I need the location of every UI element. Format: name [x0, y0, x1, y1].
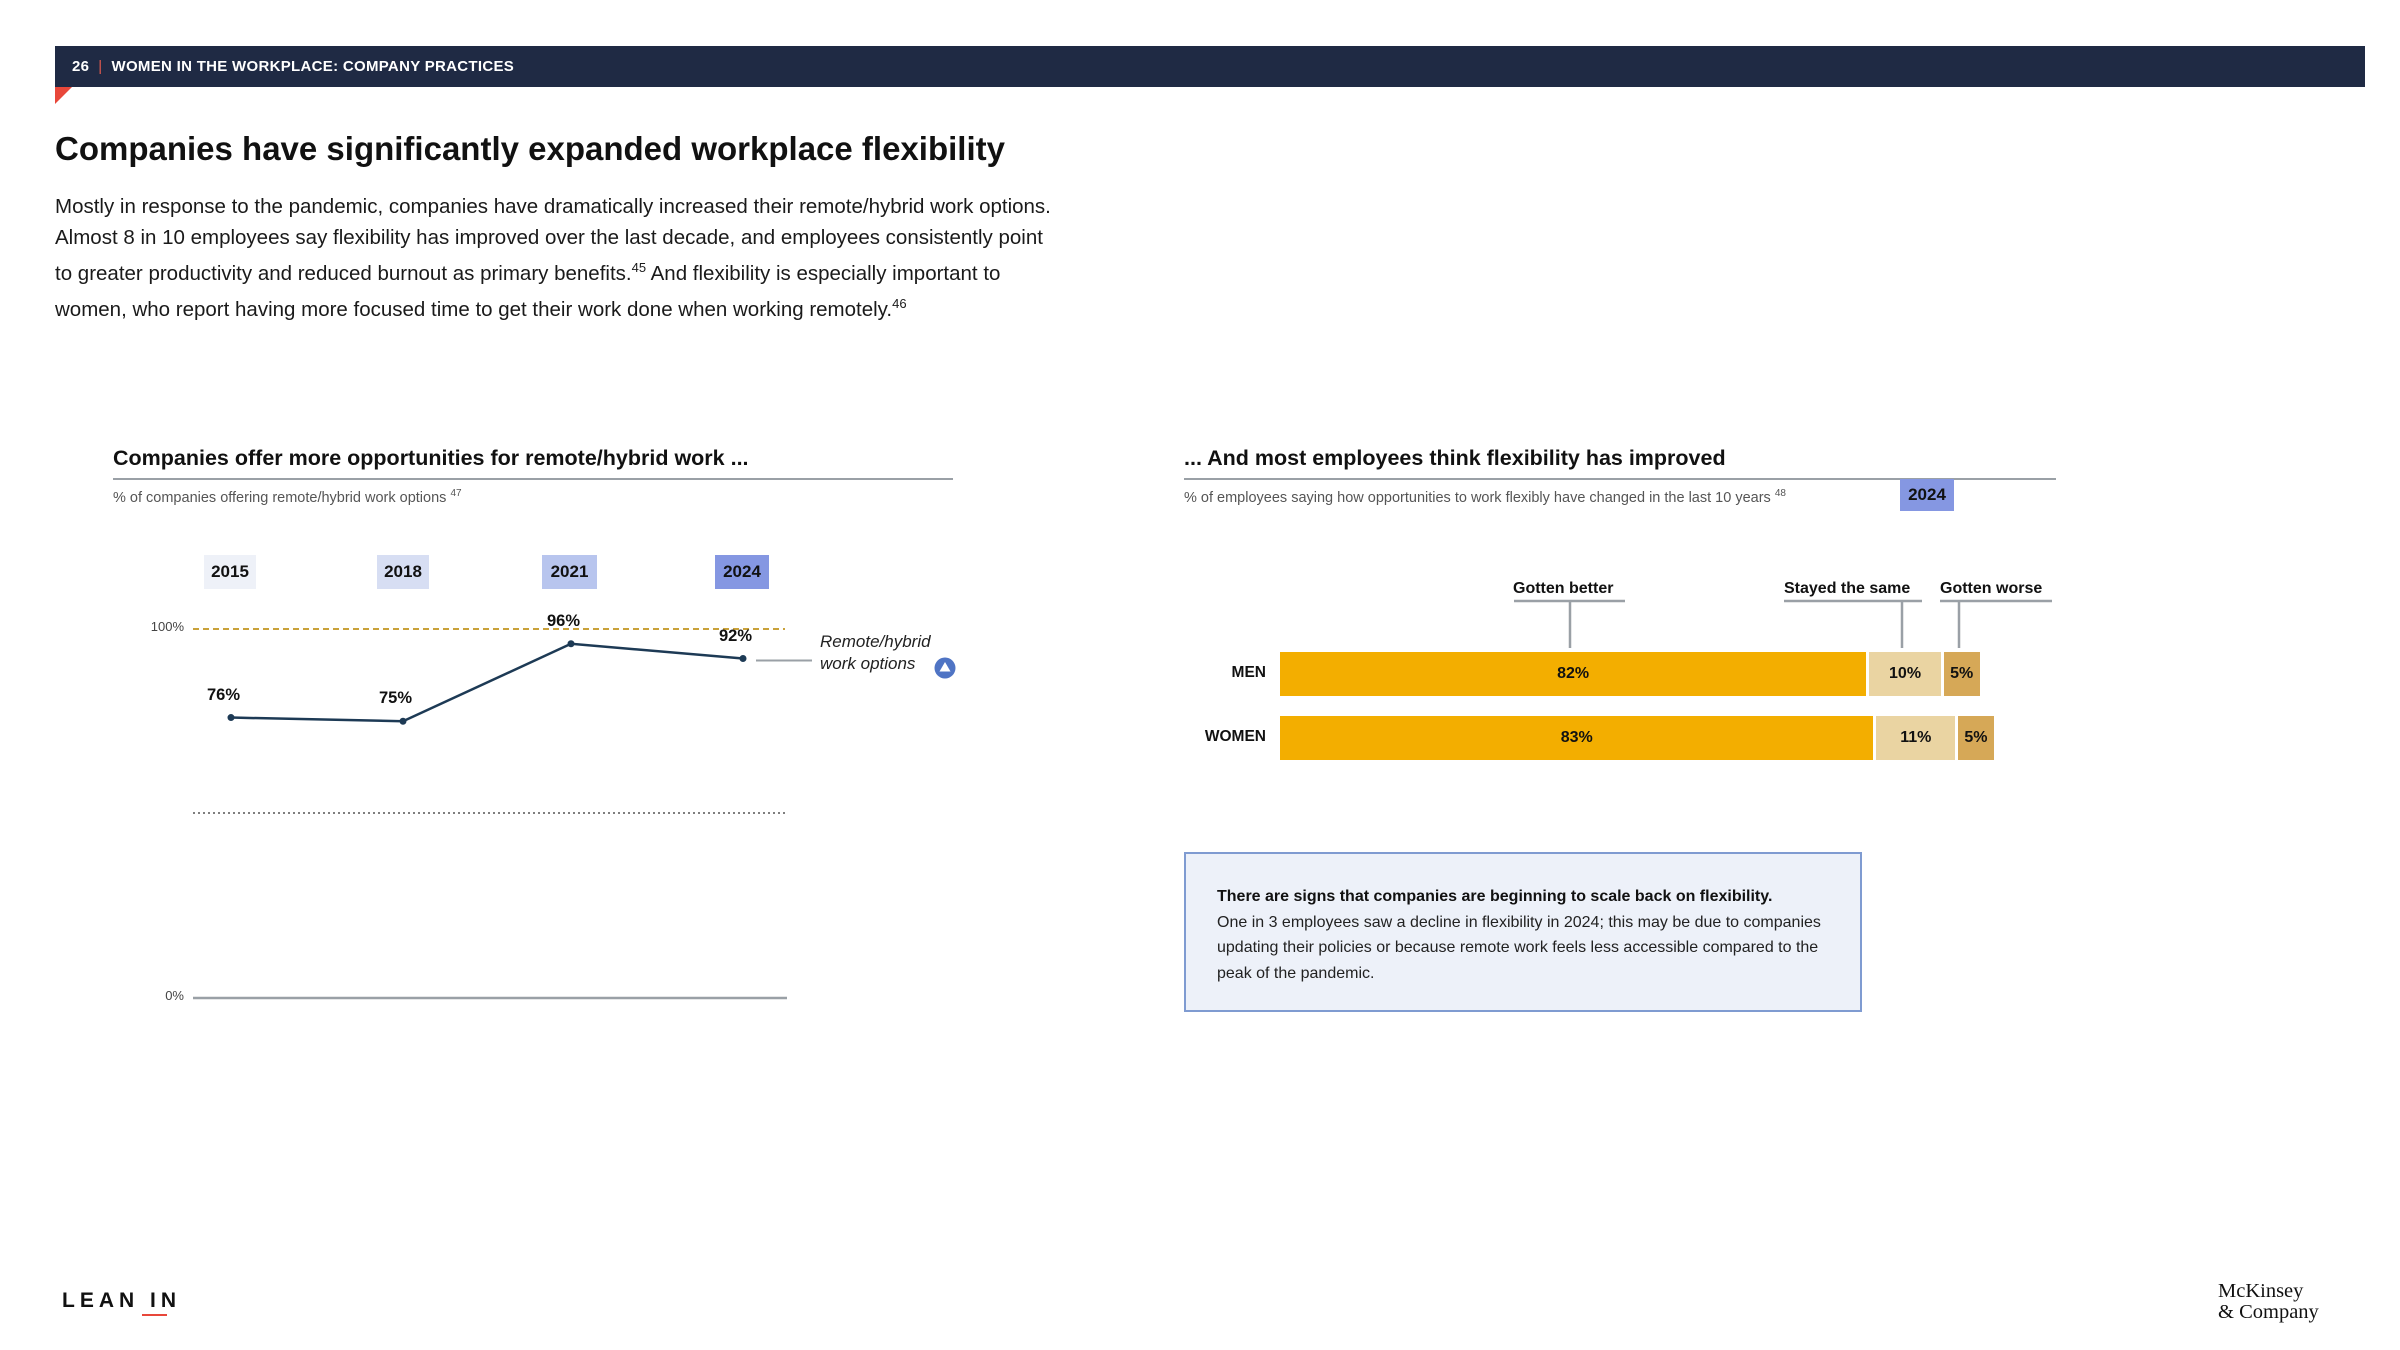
data-point-2018	[400, 718, 407, 725]
bar-chart-title: ... And most employees think flexibility has improved	[1184, 446, 1726, 470]
section-title: WOMEN IN THE WORKPLACE: COMPANY PRACTICES	[111, 58, 515, 75]
footnote-47: 47	[450, 488, 462, 499]
category-label-women: WOMEN	[1204, 728, 1266, 745]
line-chart-title: Companies offer more opportunities for remote/hybrid work ...	[113, 446, 749, 470]
leader-gotten-worse	[1940, 601, 2052, 648]
bar-women-gotten-better: 83%	[1280, 716, 1873, 760]
series-label	[820, 631, 931, 675]
data-point-2015	[228, 714, 235, 721]
footnote-45: 45	[631, 260, 647, 275]
bar-chart-subtitle-text: % of employees saying how opportunities to work flexibly have changed in the last 10 years	[1184, 489, 1771, 506]
column-label-leaders	[1500, 598, 2060, 650]
triangle-up-icon	[934, 657, 956, 679]
column-label-stayed-same: Stayed the same	[1784, 580, 1911, 597]
intro-text-b: And flexibility is especially important to women, who report having more focused time to get their work done when working remotely.	[55, 261, 1001, 322]
y-tick-100: 100%	[150, 619, 184, 634]
bar-men-stayed-same: 10%	[1869, 652, 1941, 696]
mckinsey-logo	[2218, 1281, 2319, 1323]
data-point-2024	[740, 655, 747, 662]
year-chip-2015: 2015	[204, 555, 256, 589]
intro-text-a: Mostly in response to the pandemic, companies have dramatically increased their remote/hybrid work options. Almost 8 in 10 employees say flexibility has improved over the last decade, and employees consistently point to greater productivity and reduced burnout as primary benefits.	[55, 195, 1051, 285]
lean-in-logo-underline	[142, 1314, 167, 1316]
leader-stayed-same	[1784, 601, 1922, 648]
footnote-48: 48	[1774, 488, 1786, 499]
bar-men-gotten-worse: 5%	[1944, 652, 1980, 696]
y-tick-0: 0%	[165, 988, 184, 1003]
bar-men-gotten-better: 82%	[1280, 652, 1866, 696]
mckinsey-logo-line1: McKinsey	[2218, 1280, 2304, 1302]
year-chip-2024: 2024	[715, 555, 769, 589]
callout-box	[1184, 852, 1862, 1012]
header-separator: |	[98, 58, 103, 75]
callout-body: One in 3 employees saw a decline in flexibility in 2024; this may be due to companies updating their policies or because remote work feels less accessible compared to the peak of the pandemic.	[1217, 913, 1821, 982]
series-line-remote-hybrid	[231, 644, 743, 721]
year-chip-2021: 2021	[542, 555, 597, 589]
line-chart	[0, 0, 1200, 1100]
series-label-line2: work options	[820, 654, 916, 673]
page-number: 26	[72, 58, 90, 75]
category-label-men: MEN	[1231, 664, 1266, 681]
leader-gotten-better	[1514, 601, 1625, 648]
lean-in-logo: LEAN IN	[62, 1289, 181, 1312]
point-label-2018: 75%	[379, 689, 413, 708]
series-label-line1: Remote/hybrid	[820, 632, 931, 651]
column-label-gotten-better: Gotten better	[1513, 580, 1614, 597]
mckinsey-logo-line2: & Company	[2218, 1301, 2319, 1323]
year-badge-2024: 2024	[1900, 479, 1954, 511]
point-label-2021: 96%	[547, 611, 581, 630]
point-label-2015: 76%	[207, 685, 241, 704]
page-title: Companies have significantly expanded workplace flexibility	[55, 130, 1005, 167]
data-point-2021	[568, 640, 575, 647]
bar-women-stayed-same: 11%	[1876, 716, 1955, 760]
year-chip-2018: 2018	[377, 555, 429, 589]
column-label-gotten-worse: Gotten worse	[1940, 580, 2043, 597]
callout-headline: There are signs that companies are beginning to scale back on flexibility.	[1217, 888, 1773, 905]
line-chart-subtitle-text: % of companies offering remote/hybrid work options	[113, 489, 447, 506]
bar-chart-subtitle	[1184, 488, 1786, 506]
point-label-2024: 92%	[719, 626, 753, 645]
bar-women-gotten-worse: 5%	[1958, 716, 1994, 760]
footnote-46: 46	[892, 296, 907, 312]
